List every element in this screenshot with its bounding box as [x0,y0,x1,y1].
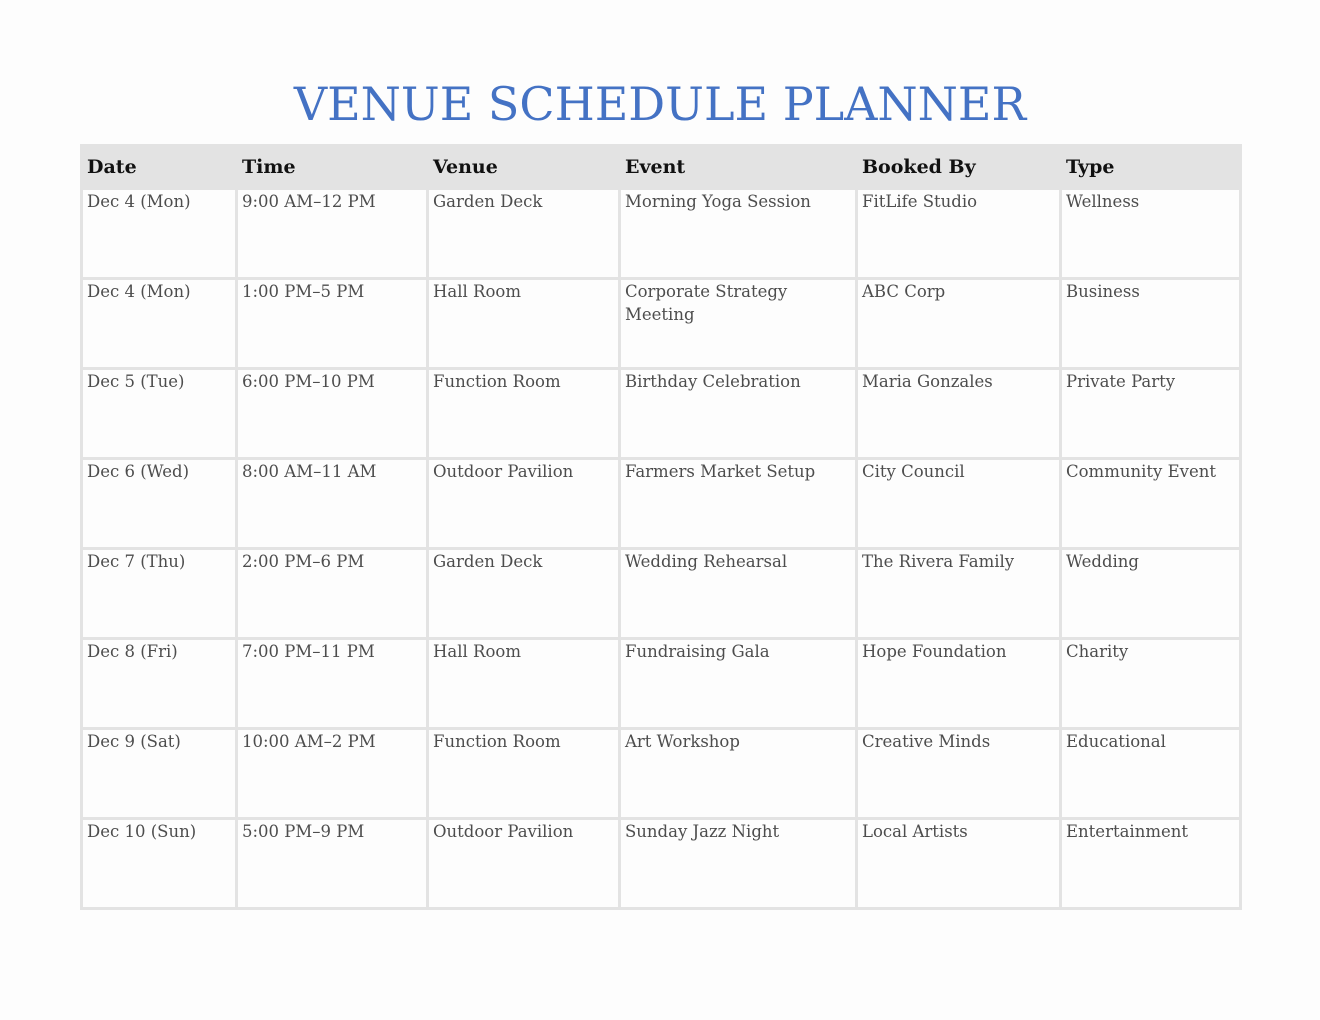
cell-time: 1:00 PM–5 PM [237,279,428,369]
column-header-time: Time [237,146,428,189]
cell-date: Dec 4 (Mon) [82,279,237,369]
table-row [82,459,1241,549]
column-header-booked-by: Booked By [857,146,1061,189]
cell-type: Business [1061,279,1241,369]
column-header-venue: Venue [428,146,620,189]
cell-venue: Hall Room [428,279,620,369]
table-row [82,549,1241,639]
cell-time: 7:00 PM–11 PM [237,639,428,729]
cell-time: 2:00 PM–6 PM [237,549,428,639]
cell-date: Dec 6 (Wed) [82,459,237,549]
cell-type: Educational [1061,729,1241,819]
cell-venue: Function Room [428,369,620,459]
column-header-event: Event [620,146,857,189]
table-row [82,279,1241,369]
cell-date: Dec 8 (Fri) [82,639,237,729]
cell-type: Entertainment [1061,819,1241,909]
cell-event: Art Workshop [620,729,857,819]
cell-type: Wedding [1061,549,1241,639]
cell-venue: Function Room [428,729,620,819]
cell-type: Wellness [1061,189,1241,279]
cell-date: Dec 4 (Mon) [82,189,237,279]
header-row [82,146,1241,189]
page-title: VENUE SCHEDULE PLANNER [293,77,1027,131]
cell-venue: Garden Deck [428,189,620,279]
cell-booked-by: ABC Corp [857,279,1061,369]
cell-booked-by: The Rivera Family [857,549,1061,639]
cell-event: Fundraising Gala [620,639,857,729]
cell-venue: Hall Room [428,639,620,729]
cell-date: Dec 10 (Sun) [82,819,237,909]
cell-type: Community Event [1061,459,1241,549]
table-row [82,189,1241,279]
cell-type: Private Party [1061,369,1241,459]
cell-event: Wedding Rehearsal [620,549,857,639]
cell-venue: Outdoor Pavilion [428,459,620,549]
cell-time: 10:00 AM–2 PM [237,729,428,819]
cell-event: Farmers Market Setup [620,459,857,549]
cell-event: Sunday Jazz Night [620,819,857,909]
cell-time: 9:00 AM–12 PM [237,189,428,279]
column-header-type: Type [1061,146,1241,189]
cell-venue: Garden Deck [428,549,620,639]
cell-booked-by: Creative Minds [857,729,1061,819]
cell-date: Dec 5 (Tue) [82,369,237,459]
cell-time: 8:00 AM–11 AM [237,459,428,549]
cell-venue: Outdoor Pavilion [428,819,620,909]
cell-event: Birthday Celebration [620,369,857,459]
table-row [82,729,1241,819]
cell-date: Dec 9 (Sat) [82,729,237,819]
cell-time: 5:00 PM–9 PM [237,819,428,909]
cell-type: Charity [1061,639,1241,729]
cell-event: Morning Yoga Session [620,189,857,279]
table-header [82,146,1241,189]
cell-date: Dec 7 (Thu) [82,549,237,639]
cell-event: Corporate Strategy Meeting [620,279,857,369]
cell-booked-by: Hope Foundation [857,639,1061,729]
table-row [82,819,1241,909]
cell-time: 6:00 PM–10 PM [237,369,428,459]
column-header-date: Date [82,146,237,189]
schedule-table [80,144,1242,910]
table-body [82,189,1241,909]
cell-booked-by: FitLife Studio [857,189,1061,279]
cell-booked-by: City Council [857,459,1061,549]
cell-booked-by: Maria Gonzales [857,369,1061,459]
table-row [82,369,1241,459]
cell-booked-by: Local Artists [857,819,1061,909]
table-row [82,639,1241,729]
